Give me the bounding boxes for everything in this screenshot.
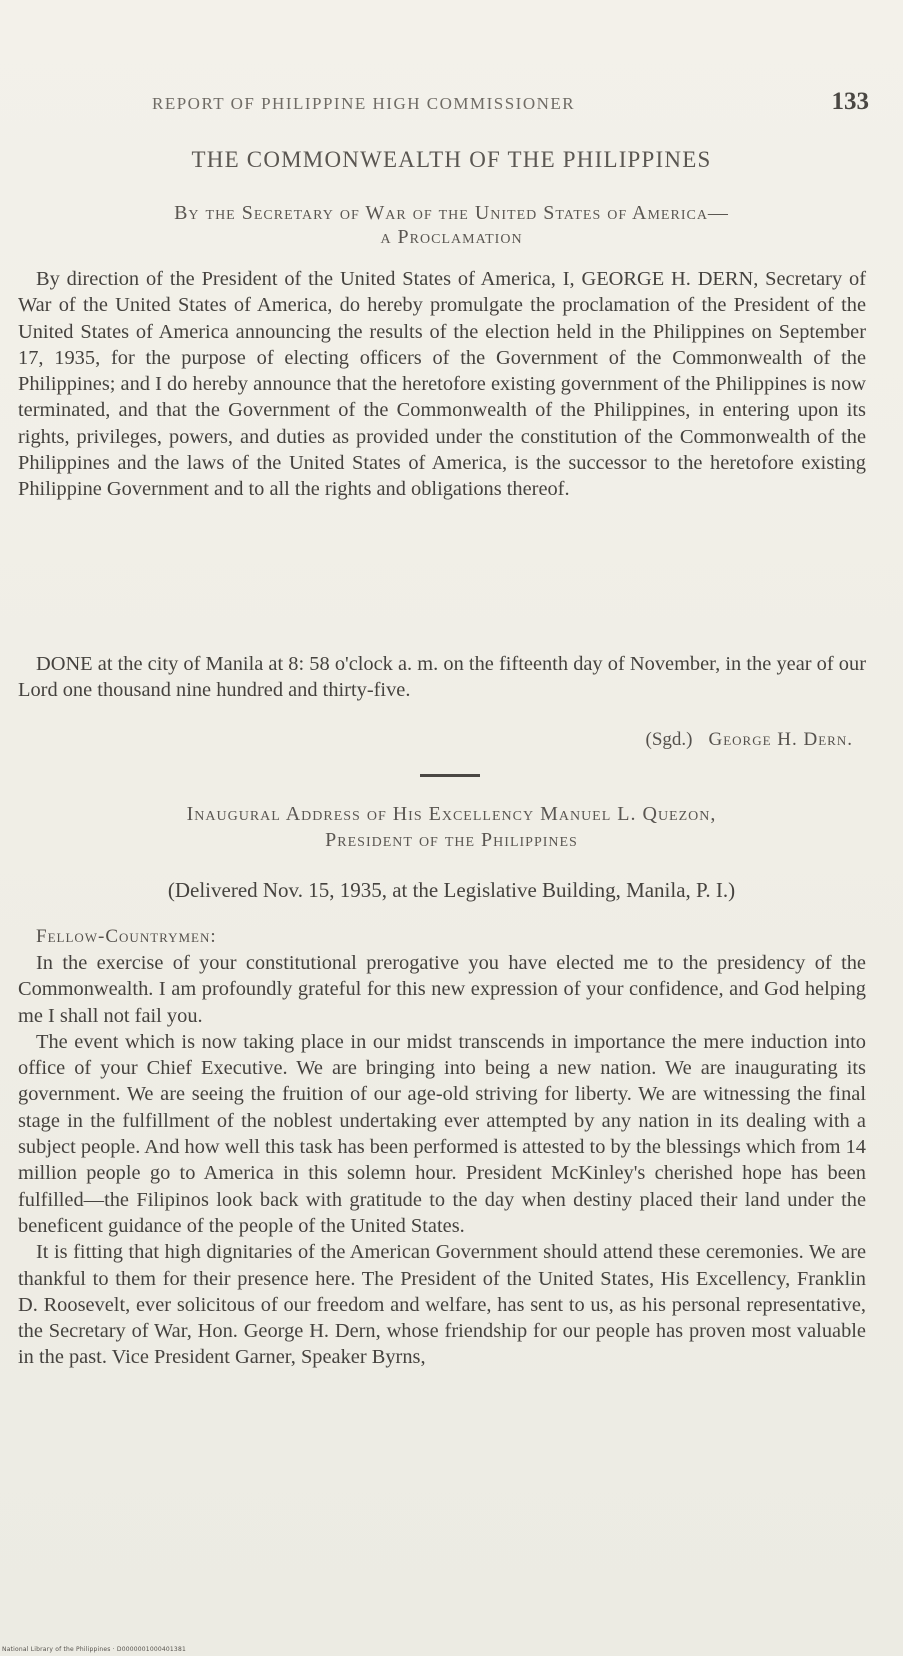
proclamation-paragraph: By direction of the President of the United States of America, I, GEORGE H. DERN, Secretary of War of the United States of America, do hereby promulgate the proclamation of the President of the United States of America announcing the results of the election held in the Philippines on September 17, 1935, for the purpose of electing officers of the Government of the Commonwealth of the Philippines; and I do hereby announce that the heretofore existing government of the Philippines is now terminated, and that the Government of the Commonwealth of the Philippines, in entering upon its rights, privileges, powers, and duties as provided under the constitution of the Commonwealth of the Philippines and the laws of the United States of America, is the successor to the heretofore existing Philippine Government and to all the rights and obligations thereof. <box>18 268 866 501</box>
proclamation-title: THE COMMONWEALTH OF THE PHILIPPINES <box>191 147 712 172</box>
source-footer: National Library of the Philippines · D0000001000401381 <box>2 1646 186 1653</box>
proclamation-heading <box>0 201 903 249</box>
proclamation-body <box>18 266 866 503</box>
section-divider <box>420 774 480 777</box>
signature-name: George H. Dern. <box>708 729 853 750</box>
address-paragraph: The event which is now taking place in our midst transcends in importance the mere induction into office of your Chief Executive. We are bringing into being a new nation. We are inaugurating its government. We are seeing the fruition of our age-old striving for liberty. We are witnessing the final stage in the fulfillment of the noblest undertaking ever attempted by any nation in its dealing with a subject people. And how well this task has been performed is attested to by the blessings which from 14 million people go to America in this solemn hour. President McKinley's cherished hope has been fulfilled—the Filipinos look back with gratitude to the day when destiny placed their land under the beneficent guidance of the people of the United States. <box>18 1030 866 1237</box>
address-heading-line2: President of the Philippines <box>325 829 578 851</box>
proclamation-heading-line1: By the Secretary of War of the United States of America— <box>174 202 729 224</box>
proclamation-heading-line2: a Proclamation <box>380 226 523 248</box>
running-title: REPORT OF PHILIPPINE HIGH COMMISSIONER <box>152 94 576 113</box>
address-heading <box>0 801 903 853</box>
address-paragraph: It is fitting that high dignitaries of the American Government should attend these ceremonies. We are thankful to them for their presence here. The President of the United States, His Excellency, Franklin D. Roosevelt, ever solicitous of our freedom and welfare, has sent to us, as his personal representative, the Secretary of War, Hon. George H. Dern, whose friendship for our people has proven most valuable in the past. Vice President Garner, Speaker Byrns, <box>18 1241 866 1369</box>
delivered-note: (Delivered Nov. 15, 1935, at the Legislative Building, Manila, P. I.) <box>167 878 736 902</box>
address-paragraph: In the exercise of your constitutional prerogative you have elected me to the presidency of the Commonwealth. I am profoundly grateful for this new expression of your confidence, and God helping me I shall not fail you. <box>18 952 866 1027</box>
signature <box>646 729 853 751</box>
done-paragraph: DONE at the city of Manila at 8: 58 o'clock a. m. on the fifteenth day of November, in the year of our Lord one thousand nine hundred and thirty-five. <box>18 653 866 702</box>
address-heading-line1: Inaugural Address of His Excellency Manuel L. Quezon, <box>186 803 717 825</box>
signature-prefix: (Sgd.) <box>645 729 693 750</box>
page-number: 133 <box>831 88 869 115</box>
proclamation-done <box>18 651 866 704</box>
salutation: Fellow-Countrymen: <box>36 926 217 947</box>
running-header <box>0 88 903 124</box>
address-body <box>18 950 866 1371</box>
